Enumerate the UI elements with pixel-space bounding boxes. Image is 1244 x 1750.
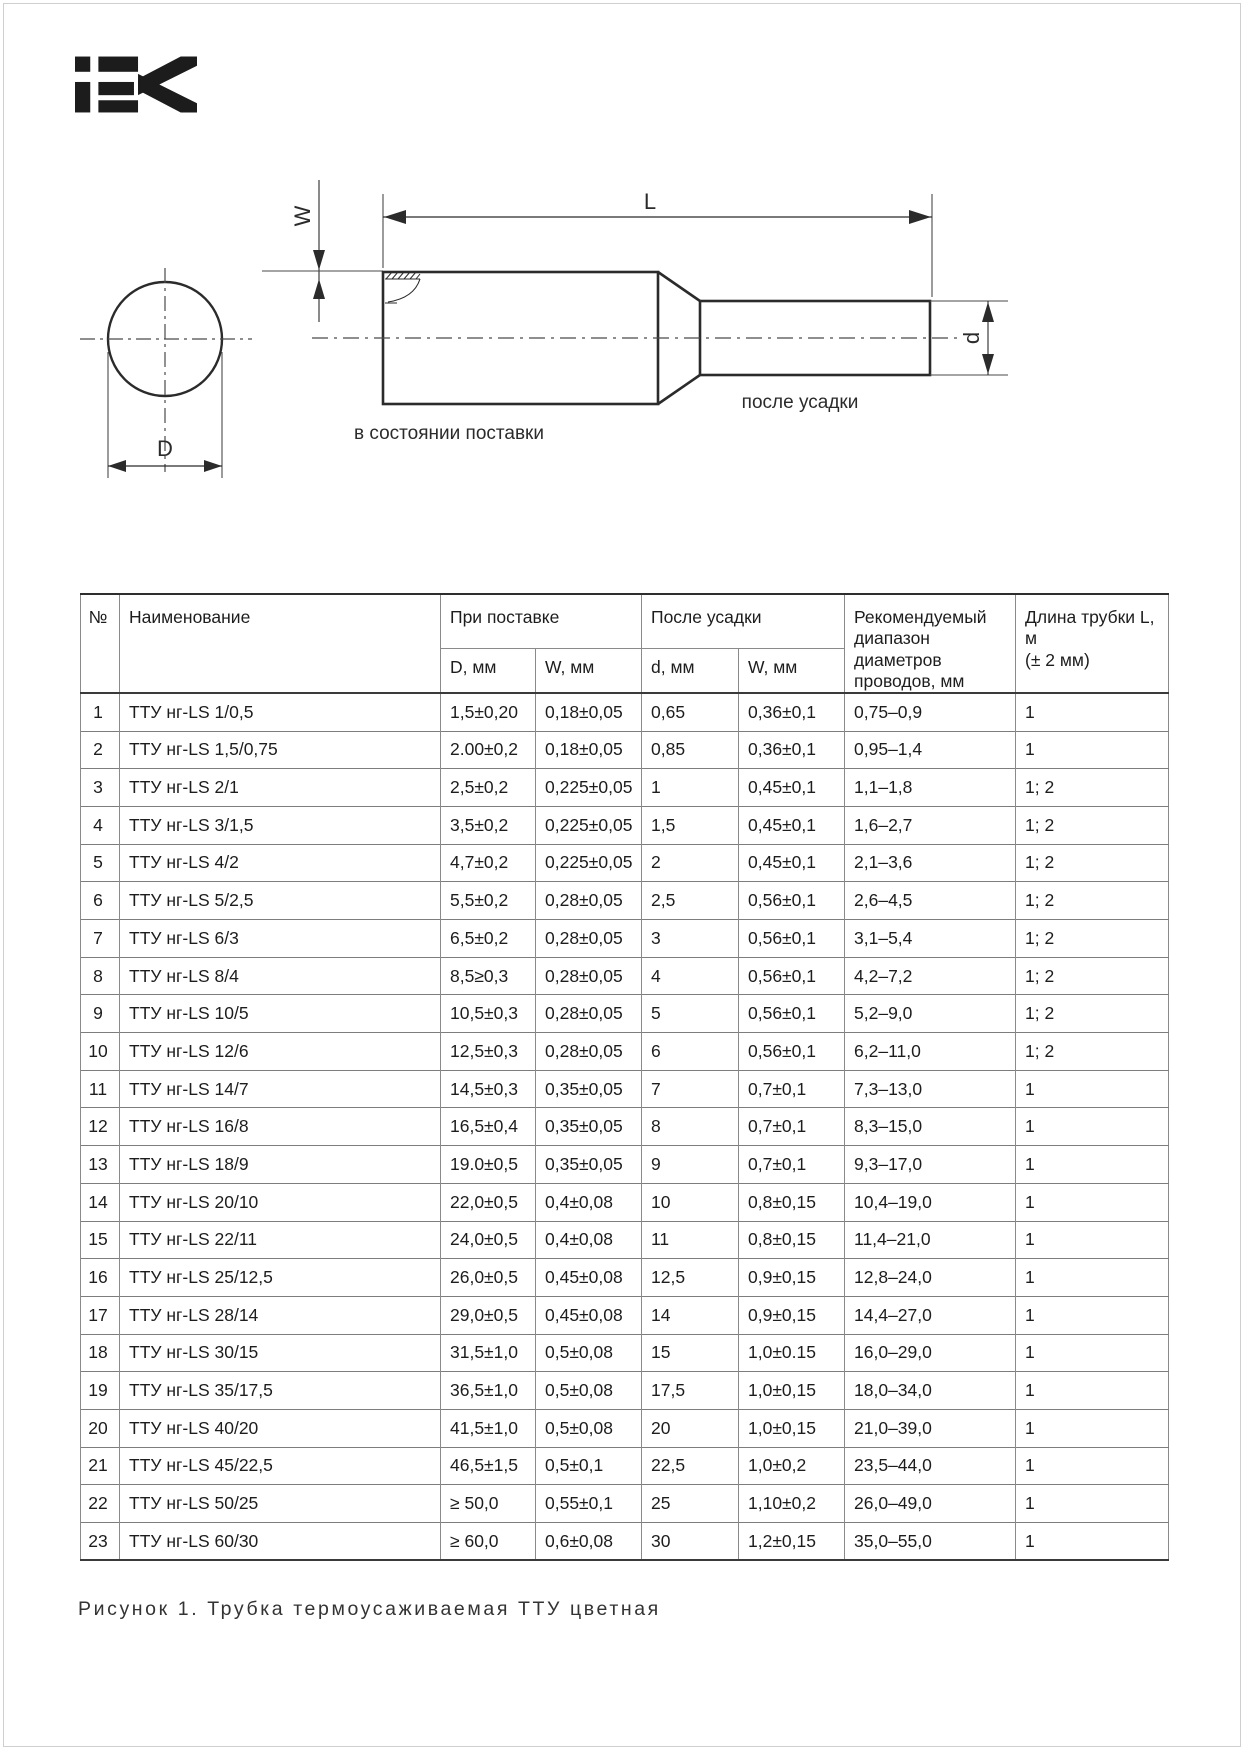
table-cell: 26,0±0,5 <box>441 1259 536 1297</box>
table-cell: 4,7±0,2 <box>441 844 536 882</box>
table-cell: 0,35±0,05 <box>536 1146 642 1184</box>
table-cell: 1 <box>1016 1108 1169 1146</box>
table-cell: 0,45±0,1 <box>739 844 845 882</box>
table-cell: 10,5±0,3 <box>441 995 536 1033</box>
col-group-shrunk: После усадки <box>642 594 845 649</box>
spec-table <box>80 593 1169 1561</box>
table-cell: 35,0–55,0 <box>845 1523 1016 1561</box>
spec-table-header <box>81 594 1169 693</box>
figure-caption: Рисунок 1. Трубка термоусаживаемая ТТУ цветная <box>78 1598 661 1620</box>
table-cell: 1 <box>1016 1523 1169 1561</box>
table-cell: ≥ 60,0 <box>441 1523 536 1561</box>
table-row <box>81 1296 1169 1334</box>
table-cell: 0,8±0,15 <box>739 1183 845 1221</box>
table-cell: 1,0±0,2 <box>739 1447 845 1485</box>
table-cell: 11,4–21,0 <box>845 1221 1016 1259</box>
logo-e-top <box>98 57 138 72</box>
table-cell: 2,6–4,5 <box>845 882 1016 920</box>
table-cell: 29,0±0,5 <box>441 1296 536 1334</box>
table-row <box>81 731 1169 769</box>
table-row <box>81 1033 1169 1071</box>
row-number-cell: 23 <box>81 1523 120 1561</box>
table-cell: ТТУ нг-LS 20/10 <box>120 1183 441 1221</box>
table-cell: 5 <box>642 995 739 1033</box>
table-cell: 0,45±0,1 <box>739 806 845 844</box>
table-cell: 1 <box>1016 731 1169 769</box>
table-cell: ТТУ нг-LS 35/17,5 <box>120 1372 441 1410</box>
wall-hatching <box>386 272 420 279</box>
table-cell: 4 <box>642 957 739 995</box>
table-row <box>81 882 1169 920</box>
table-cell: 3 <box>642 920 739 958</box>
d-arrow-left <box>108 460 126 472</box>
table-cell: 46,5±1,5 <box>441 1447 536 1485</box>
row-number-cell: 22 <box>81 1485 120 1523</box>
table-cell: ТТУ нг-LS 45/22,5 <box>120 1447 441 1485</box>
table-cell: 0,4±0,08 <box>536 1183 642 1221</box>
table-cell: ТТУ нг-LS 12/6 <box>120 1033 441 1071</box>
table-cell: 0,9±0,15 <box>739 1259 845 1297</box>
table-cell: ТТУ нг-LS 14/7 <box>120 1070 441 1108</box>
tube-drawing <box>0 130 1244 510</box>
table-cell: 0,95–1,4 <box>845 731 1016 769</box>
table-cell: 1; 2 <box>1016 957 1169 995</box>
table-cell: 3,1–5,4 <box>845 920 1016 958</box>
col-header-name: Наименование <box>120 594 441 693</box>
row-number-cell: 20 <box>81 1409 120 1447</box>
table-cell: 19.0±0,5 <box>441 1146 536 1184</box>
table-cell: 0,56±0,1 <box>739 995 845 1033</box>
table-cell: 7,3–13,0 <box>845 1070 1016 1108</box>
table-cell: 5,2–9,0 <box>845 995 1016 1033</box>
row-number-cell: 19 <box>81 1372 120 1410</box>
l-arrow-right <box>909 210 931 224</box>
table-cell: 21,0–39,0 <box>845 1409 1016 1447</box>
table-cell: 16,0–29,0 <box>845 1334 1016 1372</box>
table-cell: ТТУ нг-LS 28/14 <box>120 1296 441 1334</box>
table-cell: 6,2–11,0 <box>845 1033 1016 1071</box>
logo-i-dot <box>75 57 90 72</box>
w-arrow-down <box>313 250 325 270</box>
table-cell: 0,45±0,08 <box>536 1259 642 1297</box>
table-cell: 0,56±0,1 <box>739 957 845 995</box>
row-number-cell: 4 <box>81 806 120 844</box>
dim-label-d: d <box>959 331 984 345</box>
table-cell: 0,7±0,1 <box>739 1070 845 1108</box>
col-header-W-mm: W, мм <box>536 649 642 693</box>
table-cell: 0,5±0,08 <box>536 1372 642 1410</box>
dim-label-L: L <box>643 189 657 214</box>
table-cell: 12,5±0,3 <box>441 1033 536 1071</box>
table-cell: 0,225±0,05 <box>536 769 642 807</box>
table-row <box>81 1372 1169 1410</box>
table-cell: 0,55±0,1 <box>536 1485 642 1523</box>
table-cell: 1,1–1,8 <box>845 769 1016 807</box>
table-cell: 0,28±0,05 <box>536 957 642 995</box>
table-cell: 0,4±0,08 <box>536 1221 642 1259</box>
table-cell: 0,28±0,05 <box>536 1033 642 1071</box>
table-cell: 0,5±0,1 <box>536 1447 642 1485</box>
table-cell: 1,5 <box>642 806 739 844</box>
table-cell: 11 <box>642 1221 739 1259</box>
row-number-cell: 13 <box>81 1146 120 1184</box>
dim-label-D: D <box>157 436 173 461</box>
table-cell: 30 <box>642 1523 739 1561</box>
table-row <box>81 769 1169 807</box>
row-number-cell: 17 <box>81 1296 120 1334</box>
table-cell: 7 <box>642 1070 739 1108</box>
table-cell: ТТУ нг-LS 40/20 <box>120 1409 441 1447</box>
table-cell: 8 <box>642 1108 739 1146</box>
table-row <box>81 957 1169 995</box>
table-cell: 1,6–2,7 <box>845 806 1016 844</box>
table-cell: 12,8–24,0 <box>845 1259 1016 1297</box>
table-cell: ТТУ нг-LS 1,5/0,75 <box>120 731 441 769</box>
logo-i-stem <box>75 82 90 112</box>
d-arrow-right <box>204 460 222 472</box>
table-cell: 8,5≥0,3 <box>441 957 536 995</box>
table-cell: 1,0±0.15 <box>739 1334 845 1372</box>
table-cell: 0,85 <box>642 731 739 769</box>
table-cell: 31,5±1,0 <box>441 1334 536 1372</box>
table-cell: 1 <box>1016 1183 1169 1221</box>
table-cell: 25 <box>642 1485 739 1523</box>
table-cell: 0,35±0,05 <box>536 1070 642 1108</box>
table-cell: 1 <box>1016 1146 1169 1184</box>
table-cell: 0,6±0,08 <box>536 1523 642 1561</box>
table-cell: ТТУ нг-LS 10/5 <box>120 995 441 1033</box>
row-number-cell: 9 <box>81 995 120 1033</box>
table-cell: 0,35±0,05 <box>536 1108 642 1146</box>
table-cell: 12,5 <box>642 1259 739 1297</box>
table-cell: 1,0±0,15 <box>739 1372 845 1410</box>
col-header-num: № <box>81 594 120 693</box>
row-number-cell: 2 <box>81 731 120 769</box>
table-cell: 1 <box>1016 1296 1169 1334</box>
table-cell: 1 <box>1016 693 1169 731</box>
table-cell: 1; 2 <box>1016 920 1169 958</box>
table-cell: 1,5±0,20 <box>441 693 536 731</box>
table-cell: 0,75–0,9 <box>845 693 1016 731</box>
table-cell: 14,4–27,0 <box>845 1296 1016 1334</box>
table-cell: 0,18±0,05 <box>536 731 642 769</box>
table-cell: 1,10±0,2 <box>739 1485 845 1523</box>
row-number-cell: 14 <box>81 1183 120 1221</box>
table-row <box>81 1108 1169 1146</box>
table-cell: 1 <box>642 769 739 807</box>
table-cell: 1; 2 <box>1016 844 1169 882</box>
l-arrow-left <box>384 210 406 224</box>
row-number-cell: 3 <box>81 769 120 807</box>
table-row <box>81 920 1169 958</box>
table-cell: ТТУ нг-LS 6/3 <box>120 920 441 958</box>
table-cell: 6,5±0,2 <box>441 920 536 958</box>
col-header-W2-mm: W, мм <box>739 649 845 693</box>
table-cell: 0,56±0,1 <box>739 920 845 958</box>
table-cell: 1 <box>1016 1409 1169 1447</box>
table-cell: 41,5±1,0 <box>441 1409 536 1447</box>
table-cell: 26,0–49,0 <box>845 1485 1016 1523</box>
logo-e-mid <box>98 82 134 95</box>
table-cell: 2.00±0,2 <box>441 731 536 769</box>
table-cell: 1; 2 <box>1016 995 1169 1033</box>
table-cell: 0,36±0,1 <box>739 693 845 731</box>
table-cell: 3,5±0,2 <box>441 806 536 844</box>
table-row <box>81 1447 1169 1485</box>
table-cell: 1 <box>1016 1334 1169 1372</box>
col-group-delivery: При поставке <box>441 594 642 649</box>
range-line-1: Рекомендуемый <box>854 607 987 627</box>
table-cell: ТТУ нг-LS 25/12,5 <box>120 1259 441 1297</box>
table-cell: 1,0±0,15 <box>739 1409 845 1447</box>
table-cell: 22,5 <box>642 1447 739 1485</box>
table-cell: 1; 2 <box>1016 1033 1169 1071</box>
table-cell: 0,9±0,15 <box>739 1296 845 1334</box>
row-number-cell: 18 <box>81 1334 120 1372</box>
table-row <box>81 1070 1169 1108</box>
table-cell: ТТУ нг-LS 50/25 <box>120 1485 441 1523</box>
table-cell: 0,225±0,05 <box>536 806 642 844</box>
table-cell: 0,225±0,05 <box>536 844 642 882</box>
table-cell: 10 <box>642 1183 739 1221</box>
table-row <box>81 806 1169 844</box>
table-cell: 4,2–7,2 <box>845 957 1016 995</box>
row-number-cell: 11 <box>81 1070 120 1108</box>
col-header-D-mm: D, мм <box>441 649 536 693</box>
label-as-delivered: в состоянии поставки <box>354 423 544 444</box>
bore-flare-curve <box>385 279 420 303</box>
table-row <box>81 693 1169 731</box>
table-cell: 1,2±0,15 <box>739 1523 845 1561</box>
table-cell: 2,5 <box>642 882 739 920</box>
table-cell: 1 <box>1016 1372 1169 1410</box>
row-number-cell: 15 <box>81 1221 120 1259</box>
w-arrow-up <box>313 279 325 299</box>
table-cell: 5,5±0,2 <box>441 882 536 920</box>
logo-e-bot <box>98 100 138 112</box>
table-row <box>81 844 1169 882</box>
row-number-cell: 5 <box>81 844 120 882</box>
row-number-cell: 1 <box>81 693 120 731</box>
table-cell: ТТУ нг-LS 16/8 <box>120 1108 441 1146</box>
table-cell: 1; 2 <box>1016 769 1169 807</box>
table-cell: ТТУ нг-LS 1/0,5 <box>120 693 441 731</box>
table-cell: 0,28±0,05 <box>536 882 642 920</box>
table-cell: 0,7±0,1 <box>739 1146 845 1184</box>
table-cell: ТТУ нг-LS 60/30 <box>120 1523 441 1561</box>
row-number-cell: 12 <box>81 1108 120 1146</box>
table-row <box>81 1485 1169 1523</box>
table-cell: ТТУ нг-LS 30/15 <box>120 1334 441 1372</box>
table-cell: 0,56±0,1 <box>739 1033 845 1071</box>
table-cell: 1 <box>1016 1221 1169 1259</box>
table-cell: 14,5±0,3 <box>441 1070 536 1108</box>
small-d-arrow-up <box>982 302 994 322</box>
row-number-cell: 6 <box>81 882 120 920</box>
table-cell: 1; 2 <box>1016 882 1169 920</box>
table-cell: 24,0±0,5 <box>441 1221 536 1259</box>
table-cell: 14 <box>642 1296 739 1334</box>
table-row <box>81 995 1169 1033</box>
table-cell: 0,18±0,05 <box>536 693 642 731</box>
table-cell: 0,45±0,08 <box>536 1296 642 1334</box>
table-row <box>81 1409 1169 1447</box>
table-cell: 2,1–3,6 <box>845 844 1016 882</box>
range-line-2: диапазон диаметров <box>854 628 942 670</box>
table-cell: 9,3–17,0 <box>845 1146 1016 1184</box>
table-cell: 0,8±0,15 <box>739 1221 845 1259</box>
table-cell: 18,0–34,0 <box>845 1372 1016 1410</box>
table-cell: ТТУ нг-LS 3/1,5 <box>120 806 441 844</box>
label-after-shrink: после усадки <box>741 392 859 413</box>
length-line-1: Длина трубки L, м <box>1025 607 1155 649</box>
small-d-arrow-down <box>982 354 994 374</box>
table-row <box>81 1146 1169 1184</box>
row-number-cell: 10 <box>81 1033 120 1071</box>
row-number-cell: 21 <box>81 1447 120 1485</box>
table-cell: 1 <box>1016 1259 1169 1297</box>
table-row <box>81 1523 1169 1561</box>
col-header-length <box>1016 594 1169 693</box>
table-row <box>81 1259 1169 1297</box>
table-cell: ≥ 50,0 <box>441 1485 536 1523</box>
table-cell: 1 <box>1016 1485 1169 1523</box>
range-line-3: проводов, мм <box>854 671 965 692</box>
table-cell: 15 <box>642 1334 739 1372</box>
table-cell: 0,28±0,05 <box>536 995 642 1033</box>
row-number-cell: 16 <box>81 1259 120 1297</box>
table-cell: ТТУ нг-LS 22/11 <box>120 1221 441 1259</box>
table-cell: ТТУ нг-LS 4/2 <box>120 844 441 882</box>
table-row <box>81 1334 1169 1372</box>
table-cell: 16,5±0,4 <box>441 1108 536 1146</box>
row-number-cell: 7 <box>81 920 120 958</box>
table-cell: 0,5±0,08 <box>536 1334 642 1372</box>
row-number-cell: 8 <box>81 957 120 995</box>
table-cell: 23,5–44,0 <box>845 1447 1016 1485</box>
table-cell: 9 <box>642 1146 739 1184</box>
length-line-2: (± 2 мм) <box>1025 649 1090 670</box>
col-header-d-mm: d, мм <box>642 649 739 693</box>
table-cell: ТТУ нг-LS 8/4 <box>120 957 441 995</box>
table-row <box>81 1183 1169 1221</box>
table-cell: 1; 2 <box>1016 806 1169 844</box>
table-cell: 0,36±0,1 <box>739 731 845 769</box>
table-row <box>81 1221 1169 1259</box>
table-cell: 0,65 <box>642 693 739 731</box>
table-cell: 0,5±0,08 <box>536 1409 642 1447</box>
table-cell: ТТУ нг-LS 5/2,5 <box>120 882 441 920</box>
col-header-range <box>845 594 1016 693</box>
table-cell: 2 <box>642 844 739 882</box>
table-cell: ТТУ нг-LS 18/9 <box>120 1146 441 1184</box>
table-cell: 0,28±0,05 <box>536 920 642 958</box>
table-cell: 0,45±0,1 <box>739 769 845 807</box>
table-cell: 36,5±1,0 <box>441 1372 536 1410</box>
table-cell: 10,4–19,0 <box>845 1183 1016 1221</box>
table-cell: 8,3–15,0 <box>845 1108 1016 1146</box>
table-cell: 0,56±0,1 <box>739 882 845 920</box>
table-cell: 0,7±0,1 <box>739 1108 845 1146</box>
table-cell: 2,5±0,2 <box>441 769 536 807</box>
table-cell: 22,0±0,5 <box>441 1183 536 1221</box>
table-cell: ТТУ нг-LS 2/1 <box>120 769 441 807</box>
table-cell: 1 <box>1016 1070 1169 1108</box>
iek-logo <box>75 56 197 113</box>
table-cell: 1 <box>1016 1447 1169 1485</box>
table-cell: 6 <box>642 1033 739 1071</box>
table-cell: 20 <box>642 1409 739 1447</box>
spec-table-body <box>81 693 1169 1560</box>
table-cell: 17,5 <box>642 1372 739 1410</box>
dim-label-W: W <box>290 205 315 227</box>
